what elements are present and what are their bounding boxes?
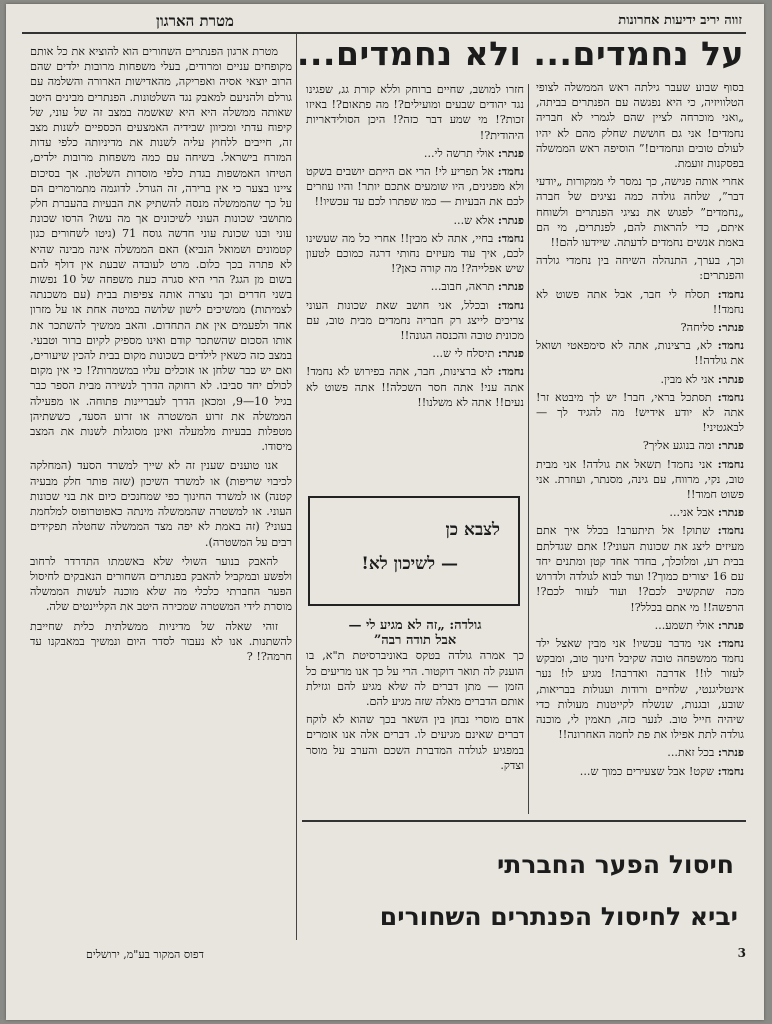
golda-quote-article xyxy=(306,618,524,776)
column-separator xyxy=(296,34,297,940)
dialogue-text: אולי תרשה לי... xyxy=(423,146,495,160)
slogan-banner-2: יביא לחיסול הפנתרים השחורים xyxy=(379,902,738,931)
dialogue-line xyxy=(306,213,524,228)
dialogue-text: אני נחמד! תשאל את גולדה! אני מבית טוב, נקי, מרווח, עם גינה, מסנתר, ועוזרת. אני פשוט חמוד!! xyxy=(536,457,744,502)
dialogue-line xyxy=(536,390,744,436)
speaker-label: פנתר: xyxy=(497,212,524,227)
header-right: זווה יריב ידיעות אחרונות xyxy=(618,13,742,28)
speaker-label: נחמד: xyxy=(717,635,744,650)
dialogue-text: תראה, חבוב... xyxy=(430,280,495,294)
dialogue-line xyxy=(536,618,744,633)
slogan-line-2: — לשיכון לא! xyxy=(361,554,458,574)
slogan-banner-1: חיסול הפער החברתי xyxy=(496,850,734,879)
dialogue-line xyxy=(536,174,744,250)
dialogue-line xyxy=(306,231,524,277)
dialogue-line xyxy=(306,364,524,410)
dialogue-line xyxy=(536,438,744,453)
dialogue-line xyxy=(536,457,744,503)
dialogue-text: וכך, בערך, התנהלה השיחה בין נחמדי גולדה והפנתרים: xyxy=(536,254,744,283)
slogan-line-1: לצבא כן xyxy=(445,520,500,540)
speaker-label: פנתר: xyxy=(717,371,744,386)
headline: על נחמדים... ולא נחמדים... xyxy=(296,34,744,73)
speaker-label: נחמד: xyxy=(717,338,744,353)
dialogue-text: תסתכל בראי, חבר! יש לך מיבטא זר! אתה לא יודע אידיש! מה להגיד לך — לבאגטיני! xyxy=(536,390,744,435)
speaker-label: נחמד: xyxy=(497,230,524,245)
speaker-label: נחמד: xyxy=(497,164,524,179)
dialogue-line xyxy=(536,745,744,760)
dialogue-text: בסוף שבוע שעבר גילתה ראש הממשלה לצופי הטלוויזיה, כי היא נפגשה עם הפנתרים בביתה, „ואני מוכרחה לציין שהם לגמרי לא חבריה נחמדים! אני גם חוששת שחלק מהם לא יהיו לעולם טובים ונחמדים!” הוסיפה ראש הממשלה בפסקנות זועמת. xyxy=(536,81,744,171)
dialogue-line xyxy=(306,279,524,294)
quote-paragraph: כך אמרה גולדה בטקס באוניברסיטת ת"א, בו הוענק לה תואר דוקטור. הרי על כך אנו מריעים כל הזמן — מתן דברים לה שלא מגיע להם וגזילת אותם הדברים מאלה שזה מגיע להם. xyxy=(306,649,524,709)
dialogue-text: חזרו למושב, שחיים ברוחק וללא קורת גג, שפגינו נגד יהודים שבעים ומועילים?! מה פתאום?! באיזו זכות?! מי שמע דבר כזה?! היכן הסולידאריות היהודית?! xyxy=(306,83,524,142)
quote-headline-1: גולדה: „זה לא מגיע לי — xyxy=(348,618,482,633)
speaker-label: פנתר: xyxy=(717,438,744,453)
dialogue-text: סליחה? xyxy=(680,321,715,335)
dialogue-text: שתוק! אל תיתערב! בכלל איך אתם מעיזים ליצג את שכונות העוני?! אתם שגדלתם בבית רע, ומלוכלך, בחדר אחד קטן ומתנים יחד עם 16 יצורים כמוך?! ועוד לבוא לגולדה ולדרוש מכה שתקשיב לכם?! ועוד לעזור לכם?! הרפשה!! מי אתם בכלל?! xyxy=(536,524,744,614)
page-number: 3 xyxy=(737,946,746,960)
dialogue-text: לא, ברצינות, אתה לא סימפאטי ושואל את גולדה!! xyxy=(536,339,744,368)
dialogue-line xyxy=(306,82,524,143)
speaker-label: נחמד: xyxy=(497,364,524,379)
dialogue-line xyxy=(536,338,744,368)
speaker-label: פנתר: xyxy=(497,346,524,361)
dialogue-line xyxy=(306,164,524,210)
quote-headline-2: אבל תודה רבה” xyxy=(373,633,457,649)
dialogue-line xyxy=(536,80,744,171)
speaker-label: פנתר: xyxy=(717,745,744,760)
dialogue-text: אלא ש... xyxy=(453,213,495,227)
left-column xyxy=(30,44,292,934)
article-paragraph: זוהי שאלה של מדיניות ממשלתית כלית שחייבת להשתנות. אנו לא נעבור לסדר היום ונמשיך במאבקנו עד חרמה?! ? xyxy=(30,619,292,663)
speaker-label: פנתר: xyxy=(717,617,744,632)
dialogue-line xyxy=(536,764,744,779)
speaker-label: נחמד: xyxy=(497,297,524,312)
dialogue-text: אל תפריע לי! הרי אם הייתם יושבים בשקט ולא מפגינים, היו שומעים אתכם יותר! והיו עוזרים לכם את הבעיות — כמו שפתרו לכם עד עכשיו!! xyxy=(306,165,524,209)
speaker-label: נחמד: xyxy=(717,456,744,471)
dialogue-text: בכל זאת... xyxy=(667,746,715,760)
column-separator xyxy=(528,84,529,814)
dialogue-text: אני מדבר עכשיו! אני מבין שאצל ילד נחמד ממשפחה טובה שקיבל חינוך טוב, ומבקש לעזור לו!! אדרבה ואדרבה! מגיע לו! נער אינטליגנטי, שלחיים ורודות ועגולות בבריאות, שובע, ובגנות, שנשלח לקייטנות מעולות כדי שיהיה חייל טוב. לנער כזה, תאמין לי, מוכנה גולדה לתת אפילו את פת לחמה האחרונה!! xyxy=(536,636,744,742)
dialogue-line xyxy=(306,346,524,361)
dialogue-text: בחיי, אתה לא מבין!! אחרי כל מה שעשינו לכם, איך עוד מעיזים נחותי דרגה כמוכם לטעון שיש אפלייה?! מה קורה כאן?! xyxy=(306,231,524,276)
dialogue-line xyxy=(536,523,744,614)
dialogue-line xyxy=(536,372,744,387)
speaker-label: נחמד: xyxy=(717,286,744,301)
speaker-label: נחמד: xyxy=(717,763,744,778)
dialogue-text: אני לא מבין. xyxy=(660,372,715,386)
dialogue-text: לא ברצינות, חבר, אתה בפירוש לא נחמד! אתה עני! אתה חסר השכלה!! אתה פשוט לא נעים!! אתה לא משלנו!! xyxy=(306,365,524,409)
dialogue-text: תיסלח לי ש... xyxy=(432,347,495,361)
dialogue-line xyxy=(536,320,744,335)
speaker-label: פנתר: xyxy=(497,145,524,160)
header-left: מטרת הארגון xyxy=(156,12,234,30)
dialogue-line xyxy=(536,505,744,520)
speaker-label: פנתר: xyxy=(717,505,744,520)
article-paragraph: אנו טוענים שענין זה לא שייך למשרד הסעד (המחלקה לכיבוי שריפות) או למשרד השיכון (שזה פותר חלק מבעיה קטנה) או למשרד החינוך כפי שמחנכים כיום את בני שכונות העוני. או למשטרה שהממשלה מינתה כאפוטרופוס למלחמת בעוני? (זה באמת לא יפה מצד הממשלה שחטלה תפקידים רבים על המשטרה). xyxy=(30,459,292,549)
newspaper-page xyxy=(6,4,764,1020)
quote-paragraph: אדם מוסרי נבחן בין השאר בכך שהוא לא לוקח דברים שאינם מגיעים לו. דברים אלה אנו אומרים במפגיע לגולדה המדברת השכם והערב על מוסר וצדק. xyxy=(306,713,524,772)
speaker-label: פנתר: xyxy=(497,279,524,294)
dialogue-line xyxy=(306,146,524,161)
dialogue-text: אבל אני... xyxy=(669,506,715,520)
dialogue-line xyxy=(536,253,744,283)
dialogue-text: ומה בנוגע אליך? xyxy=(642,439,715,453)
speaker-label: נחמד: xyxy=(717,523,744,538)
dialogue-text: אולי תשמע... xyxy=(654,618,715,632)
dialogue-text: אחרי אותה פגישה, כך נמסר לי ממקורות „יודעי דבר”, שלחה גולדה כמה נציגים של חברה „נחמדים” לפגוש את נציגי הפנתרים ולשוחח איתם, כדי להראות להם, לפנתרים, מי הם באמת אנשים נחמדים לדעתה. שיידעו להם!! xyxy=(536,175,744,250)
dialogue-line xyxy=(306,298,524,344)
dialogue-text: ובכלל, אני חושב שאת שכונות העוני צריכים לייצג רק חבריה נחמדים מבית טוב, עם מכונית טובה והכנסה הגונה!! xyxy=(306,298,524,343)
dialogue-text: שקט! אבל שצעירים כמוך ש... xyxy=(579,764,715,778)
article-paragraph: להאבק בנוער השולי שלא באשמתו התדרדר לרחוב ולפשע ובמקביל להאבק בפנתרים השחורים הנאבקים לחיסול הפער החברתי כלכלי מה שלא מוכנה לעשות הממשלה מוסרת לידי המשטרה שמכירה היטב את הקליינטים שלה. xyxy=(30,554,292,614)
slogan-box xyxy=(308,496,520,606)
middle-column xyxy=(306,82,524,482)
right-column xyxy=(536,80,744,840)
article-paragraph: מטרת ארגון הפנתרים השחורים הוא להוציא את כל אותם מקופחים עניים ומרודים, בעלי משפחות מרובות ילדים שהם הרוב יוצאי אסיה ואפריקה, מהאדישות הארורה והשלמה עם גורלם ולהניעם למאבק נגד השלטונות. הפנתרים מבינים היטב שאותה ממשלה היא היא שאשמה במצב זה של עוני, של קיפוח עדתי ומכיוון שבידיה האמצעים הכספיים לשנות מצב זה, חייבים ללחוץ עליה לשנות את מדיניותה כלפי עדות המזרח בישראל. בשיחה עם כמה משפחות מרובות ילדים, הטיחו האמשפות בגדת כלפי מוסדות השלטון. אך בסיכום ציינו בצער כי אין ברירה, זה הגורל. לדוגמה מתמרמרים הם על כך שהממשלה מנסה להשתיק את הבעיות בהעברת חלק מתושבי שכונות העוני לשיכונים אך מה עשו? הרסו שכונת עוני ובנו שכונת עוני חדשה גוסח 71 (גיטו לשחורים כגון קטמונים ושמואל הנביא) האם הממשלה אינה מבינה שהיא לא פתרה בכך כלום. מרט לעובדה שבעת אין דולף להם בשום מן הגג? הרי היא סגרה כעת משפחה של 10 נפשות בשני חדרים וכך נוצרה אותה צפיפות בבית (עם משכנתה לצמיתות) ממשיכים לישון שלושה במיטה אחת או על מזרון אחד ולפעמים אין את התחדום. והאב ממשיך להשתכר את אותו הסכום שהשתכר קודם ואינו מספיק לקיום ברור וטבעי. במצב כזה כשאין לילדים בשכונות מקום בבית להכין שיעורים, ואם יש כבר שלחן או אוכלים עליו במשמרות?! כי אין מקום לכולם יחד סביבו. לא רחוקה הדרך לנשירה מבית הספר כבר בגיל 10—9, ומכאן הדרך לעבריינות פתוחה. או מפעילה הממשלה את זרוע המשטרה או זרוע הסעד, כששתיהן מטפלות בבעיות מלמעלה ואינן מסוגלות לשנות את המצב מיסודו. xyxy=(30,45,292,454)
dialogue-line xyxy=(536,287,744,317)
speaker-label: נחמד: xyxy=(717,389,744,404)
speaker-label: פנתר: xyxy=(717,320,744,335)
horizontal-rule xyxy=(302,820,746,822)
printer-credit: דפוס המקור בע"מ, ירושלים xyxy=(86,948,204,961)
dialogue-text: תסלח לי חבר, אבל אתה פשוט לא נחמד!! xyxy=(536,287,744,316)
dialogue-line xyxy=(536,636,744,742)
